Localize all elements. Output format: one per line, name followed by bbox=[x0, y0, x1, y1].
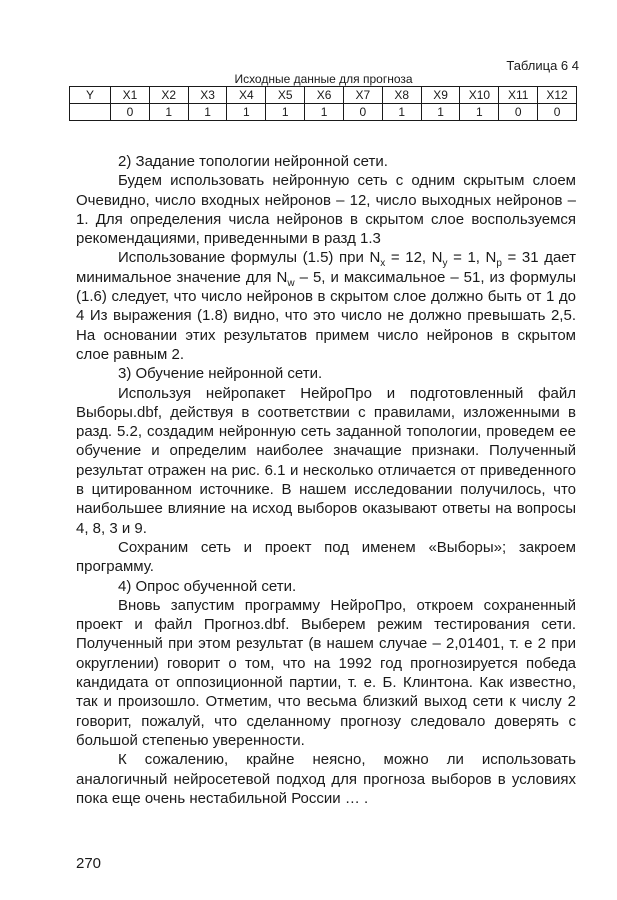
value-cell: 1 bbox=[421, 104, 460, 121]
paragraph: Сохраним сеть и проект под именем «Выборы»; закроем программу. bbox=[76, 538, 576, 576]
section-heading: 4) Опрос обученной сети. bbox=[118, 577, 297, 595]
header-cell: X8 bbox=[382, 87, 421, 104]
body-text bbox=[76, 152, 576, 808]
header-cell: X1 bbox=[111, 87, 150, 104]
value-cell: 1 bbox=[460, 104, 499, 121]
header-cell: X2 bbox=[149, 87, 188, 104]
value-cell: 0 bbox=[111, 104, 150, 121]
header-cell: X5 bbox=[266, 87, 305, 104]
data-table bbox=[69, 86, 577, 121]
header-cell: X6 bbox=[305, 87, 344, 104]
header-cell: Y bbox=[70, 87, 111, 104]
table-header-row bbox=[70, 87, 577, 104]
value-cell: 0 bbox=[499, 104, 538, 121]
paragraph: Будем использовать нейронную сеть с одним скрытым слоем Очевидно, число входных нейронов – 12, число выходных нейронов – 1. Для определения числа нейронов в скрытом слое воспользуемся рекомендациями, приведенными в разд 1.3 bbox=[76, 172, 576, 248]
header-cell: X9 bbox=[421, 87, 460, 104]
value-cell: 1 bbox=[266, 104, 305, 121]
paragraph-formula: Использование формулы (1.5) при $N_x = 12$, $N_y = 1$, $N_p = 31$ дает минимальное значение для $N_w - 5$, и максимальное – 51, из формулы (1.6) следует, что число нейронов в скрытом слое должно быть от 1 до 4 Из выражения (1.8) видно, что это число не должно превышать 2,5. На основании этих результатов примем число нейронов в скрытом слое равным 2. bbox=[76, 249, 577, 363]
header-cell: X7 bbox=[343, 87, 382, 104]
header-cell: X3 bbox=[188, 87, 227, 104]
table-caption: Таблица 6 4 bbox=[506, 58, 579, 73]
value-cell: 1 bbox=[227, 104, 266, 121]
value-cell: 1 bbox=[149, 104, 188, 121]
value-cell: 0 bbox=[343, 104, 382, 121]
value-cell: 1 bbox=[382, 104, 421, 121]
paragraph: Вновь запустим программу НейроПро, откроем сохраненный проект и файл Прогноз.dbf. Выберем режим тестирования сети. Полученный при этом результат (в нашем случае – 2,01401, т. е 2 при округлении) говорит о том, что на 1992 год прогнозируется победа кандидата от оппозиционной партии, т. е. Б. Клинтона. Как известно, так и произошло. Отметим, что весьма близкий выход сети к числу 2 говорит, пожалуй, что сделанному прогнозу следовало доверять с большой степенью уверенности. bbox=[76, 596, 576, 749]
section-heading: 2) Задание топологии нейронной сети. bbox=[118, 153, 388, 170]
paragraph: Используя нейропакет НейроПро и подготовленный файл Выборы.dbf, действуя в соответствии с правилами, изложенными в разд. 5.2, создадим нейронную сеть заданной топологии, проведем ее обучение и определим наиболее значащие признаки. Полученный результат отражен на рис. 6.1 и несколько отличается от приведенного в цитированном источнике. В нашем исследовании получилось, что наибольшее влияние на исход выборов оказывают ответы на вопросы 4, 8, 3 и 9. bbox=[76, 384, 576, 537]
value-cell: 1 bbox=[305, 104, 344, 121]
header-cell: X12 bbox=[538, 87, 577, 104]
value-cell: 0 bbox=[538, 104, 577, 121]
header-cell: X4 bbox=[227, 87, 266, 104]
value-cell bbox=[70, 104, 111, 121]
header-cell: X10 bbox=[460, 87, 499, 104]
table-title: Исходные данные для прогноза bbox=[234, 72, 413, 86]
table-value-row bbox=[70, 104, 577, 121]
section-heading: 3) Обучение нейронной сети. bbox=[118, 365, 323, 383]
page-number: 270 bbox=[76, 855, 102, 872]
paragraph: К сожалению, крайне неясно, можно ли использовать аналогичный нейросетевой подход для прогноза выборов в условиях пока еще очень нестабильной России … . bbox=[76, 751, 576, 807]
header-cell: X11 bbox=[499, 87, 538, 104]
value-cell: 1 bbox=[188, 104, 227, 121]
